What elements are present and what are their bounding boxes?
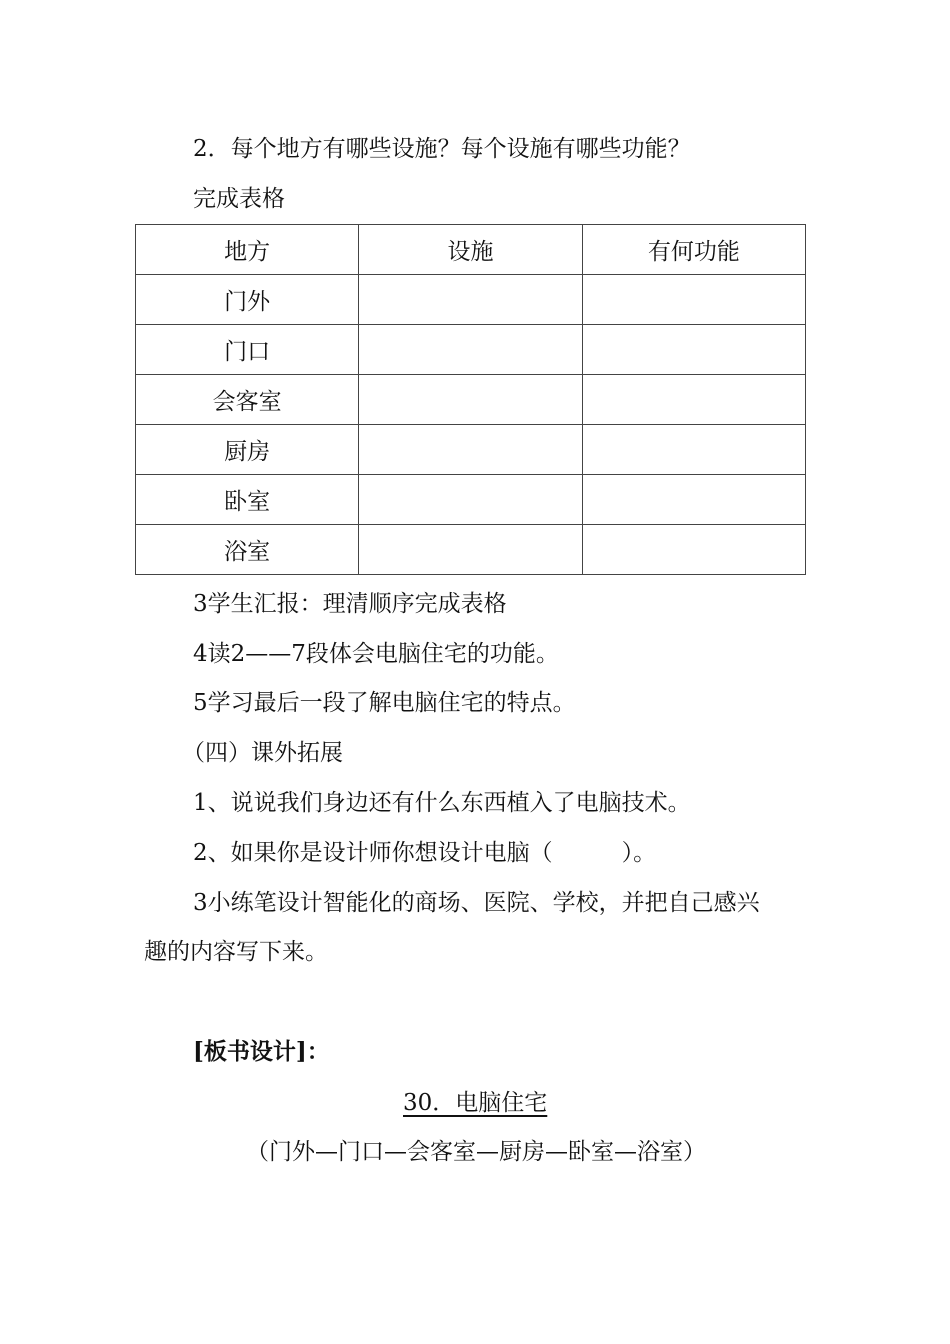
- table-row: [136, 375, 806, 425]
- cell-function: [582, 475, 805, 525]
- step-3: 3学生汇报：理清顺序完成表格: [193, 591, 507, 617]
- table-caption: 完成表格: [193, 186, 285, 212]
- header-facility: 设施: [359, 225, 582, 275]
- cell-facility: [359, 525, 582, 575]
- question-2: 2．每个地方有哪些设施？每个设施有哪些功能？: [193, 136, 691, 162]
- step-4: 4读2——7段体会电脑住宅的功能。: [193, 641, 559, 667]
- cell-function: [582, 375, 805, 425]
- cell-place: 会客室: [136, 375, 359, 425]
- cell-facility: [359, 325, 582, 375]
- cell-facility: [359, 375, 582, 425]
- header-function: 有何功能: [582, 225, 805, 275]
- step-5: 5学习最后一段了解电脑住宅的特点。: [193, 690, 576, 716]
- cell-function: [582, 425, 805, 475]
- table-row: [136, 425, 806, 475]
- cell-place: 浴室: [136, 525, 359, 575]
- table-row: [136, 325, 806, 375]
- extension-2: 2、如果你是设计师你想设计电脑（ ）。: [193, 840, 657, 866]
- cell-place: 厨房: [136, 425, 359, 475]
- cell-place: 门外: [136, 275, 359, 325]
- cell-facility: [359, 275, 582, 325]
- cell-place: 门口: [136, 325, 359, 375]
- table-header-row: [136, 225, 806, 275]
- board-title: 30．电脑住宅: [403, 1090, 548, 1116]
- table-row: [136, 275, 806, 325]
- extension-1: 1、说说我们身边还有什么东西植入了电脑技术。: [193, 790, 691, 816]
- board-design-label: [板书设计]：: [193, 1038, 330, 1065]
- section-4-title: （四）课外拓展: [182, 740, 343, 766]
- board-sequence: （门外—门口—会客室—厨房—卧室—浴室）: [246, 1139, 706, 1165]
- table-row: [136, 475, 806, 525]
- cell-facility: [359, 425, 582, 475]
- header-place: 地方: [136, 225, 359, 275]
- cell-facility: [359, 475, 582, 525]
- extension-3: 3小练笔设计智能化的商场、医院、学校，并把自己感兴: [193, 890, 760, 916]
- cell-function: [582, 525, 805, 575]
- cell-function: [582, 275, 805, 325]
- cell-function: [582, 325, 805, 375]
- extension-3-continued: 趣的内容写下来。: [144, 939, 328, 965]
- cell-place: 卧室: [136, 475, 359, 525]
- facility-table: [135, 224, 806, 575]
- table-row: [136, 525, 806, 575]
